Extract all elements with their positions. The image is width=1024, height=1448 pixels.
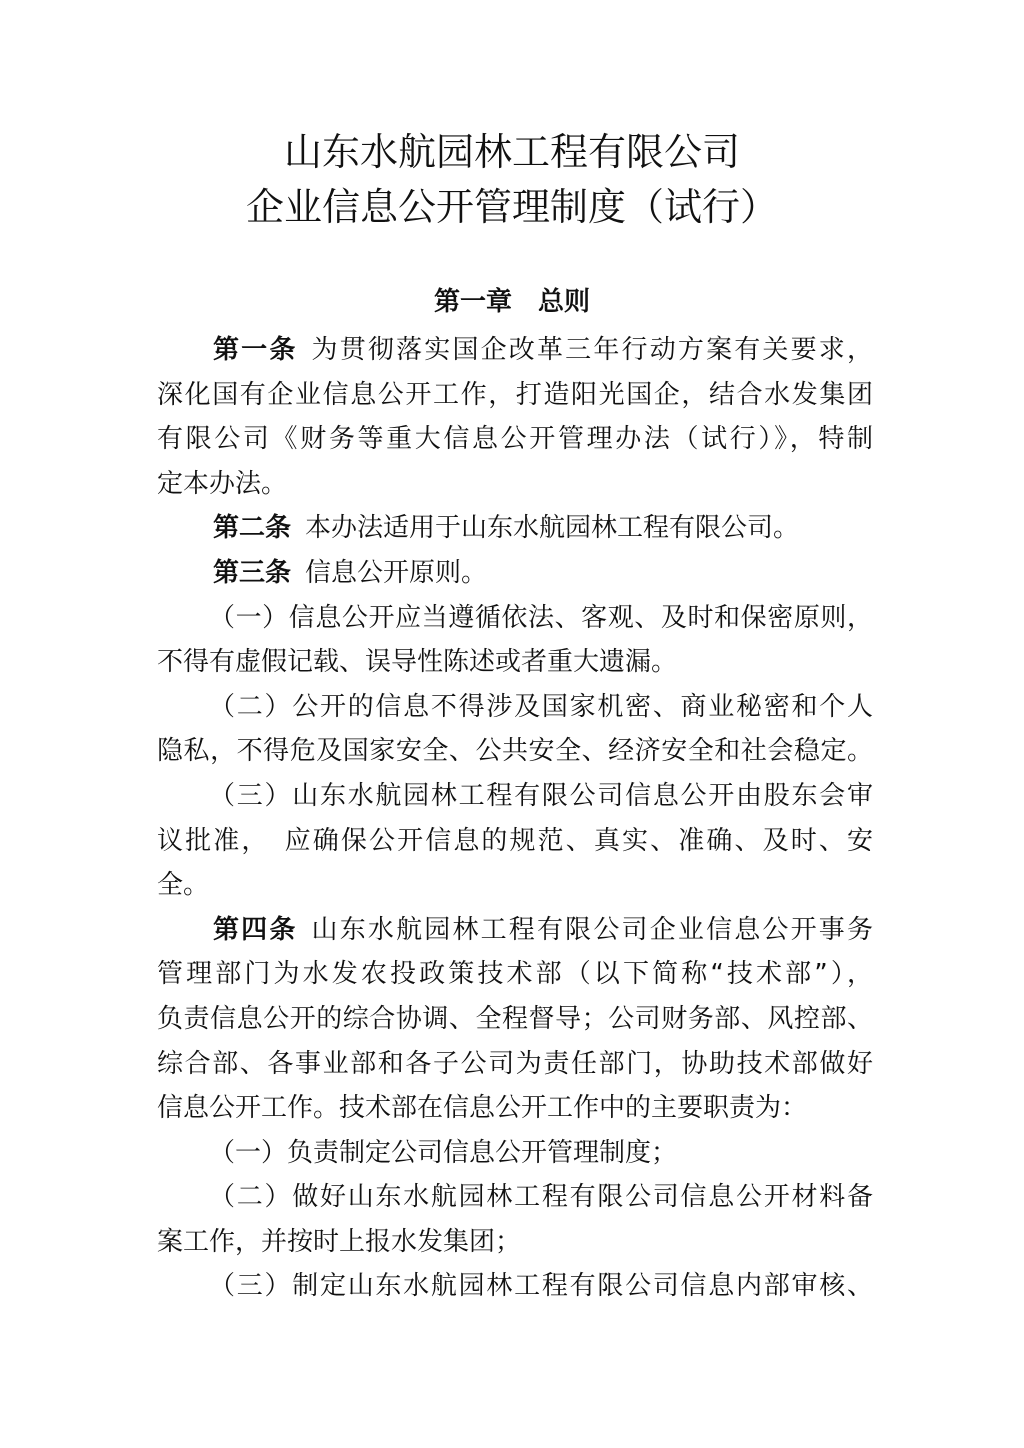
paragraph-line: 深化国有企业信息公开工作，打造阳光国企，结合水发集团 <box>157 379 873 410</box>
line-text: 山东水航园林工程有限公司企业信息公开事务 <box>311 914 873 945</box>
chapter-heading: 第一章 总则 <box>433 287 590 317</box>
paragraph-line: 综合部、各事业部和各子公司为责任部门，协助技术部做好 <box>157 1048 873 1079</box>
line-text: 本办法适用于山东水航园林工程有限公司。 <box>305 513 800 544</box>
paragraph-line <box>157 328 873 373</box>
paragraph-line: 案工作，并按时上报水发集团； <box>157 1226 522 1257</box>
article-label: 第一条 <box>213 335 298 365</box>
line-text: 信息公开原则。 <box>305 557 488 588</box>
paragraph-line: （三）制定山东水航园林工程有限公司信息内部审核、 <box>209 1271 873 1302</box>
paragraph-line: （二）公开的信息不得涉及国家机密、商业秘密和个人 <box>209 691 873 722</box>
paragraph-line: （一）负责制定公司信息公开管理制度； <box>209 1137 678 1168</box>
paragraph-line <box>157 506 873 551</box>
paragraph-line: 管理部门为水发农投政策技术部（以下简称“技术部”）， <box>157 959 873 990</box>
paragraph-line: 议批准， 应确保公开信息的规范、真实、准确、及时、安 <box>157 825 873 856</box>
paragraph-line: （二）做好山东水航园林工程有限公司信息公开材料备 <box>209 1182 873 1213</box>
paragraph-line: 隐私，不得危及国家安全、公共安全、经济安全和社会稳定。 <box>157 736 873 767</box>
paragraph-line: 全。 <box>157 870 210 901</box>
paragraph-line: 定本办法。 <box>157 468 288 499</box>
paragraph-line: 负责信息公开的综合协调、全程督导；公司财务部、风控部、 <box>157 1003 873 1034</box>
document-title-line-2: 企业信息公开管理制度（试行） <box>245 185 778 229</box>
paragraph-line: （一）信息公开应当遵循依法、客观、及时和保密原则， <box>209 602 873 633</box>
article-label: 第三条 <box>213 557 292 588</box>
article-label: 第四条 <box>213 914 298 945</box>
document-title-line-1: 山东水航园林工程有限公司 <box>283 130 740 174</box>
paragraph-line: 信息公开工作。技术部在信息公开工作中的主要职责为： <box>157 1093 808 1124</box>
paragraph-line <box>157 908 873 953</box>
paragraph-line <box>157 551 873 596</box>
paragraph-line: 有限公司《财务等重大信息公开管理办法（试行）》，特制 <box>157 424 873 455</box>
line-text: 为贯彻落实国企改革三年行动方案有关要求， <box>311 335 873 365</box>
paragraph-line: （三）山东水航园林工程有限公司信息公开由股东会审 <box>209 780 873 811</box>
document-body <box>157 328 873 1309</box>
article-label: 第二条 <box>213 513 292 544</box>
paragraph-line: 不得有虚假记载、误导性陈述或者重大遗漏。 <box>157 647 678 678</box>
